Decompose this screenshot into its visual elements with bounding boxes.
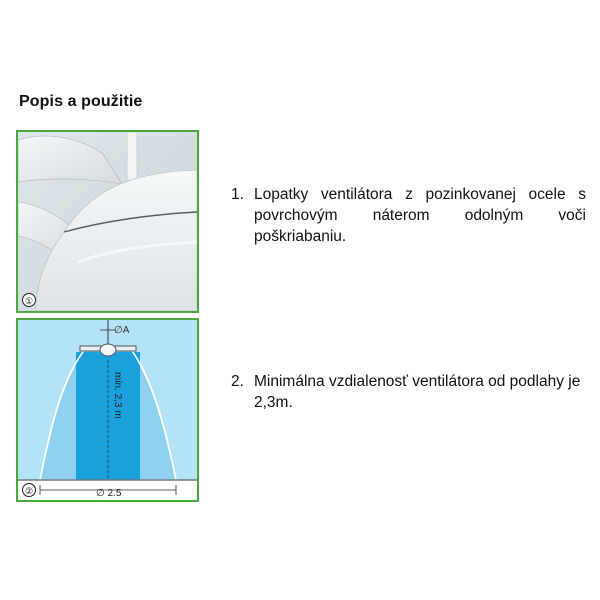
section-title: Popis a použitie	[19, 93, 143, 110]
fan-blade-illustration	[18, 132, 197, 311]
fan-height-illustration	[18, 320, 197, 500]
list-item	[231, 371, 586, 413]
list-item-number: 2.	[231, 373, 244, 390]
diameter-top-label: ∅A	[114, 325, 130, 336]
fan-height-diagram	[16, 318, 199, 502]
list-item-text: Lopatky ventilátora z pozinkovanej ocele s povrchovým náterom odolným voči poškriabaniu.	[254, 186, 586, 245]
diameter-bottom-label: ∅ 2.5	[96, 488, 122, 499]
fan-blade-photo	[16, 130, 199, 313]
marker-2-label: ②	[24, 486, 34, 496]
list-item-text: Minimálna vzdialenosť ventilátora od podlahy je 2,3m.	[254, 373, 581, 411]
list-item-number: 1.	[231, 186, 244, 203]
height-label: min. 2,3 m	[112, 372, 123, 419]
marker-1-label: ①	[24, 296, 34, 306]
list-item	[231, 184, 586, 247]
